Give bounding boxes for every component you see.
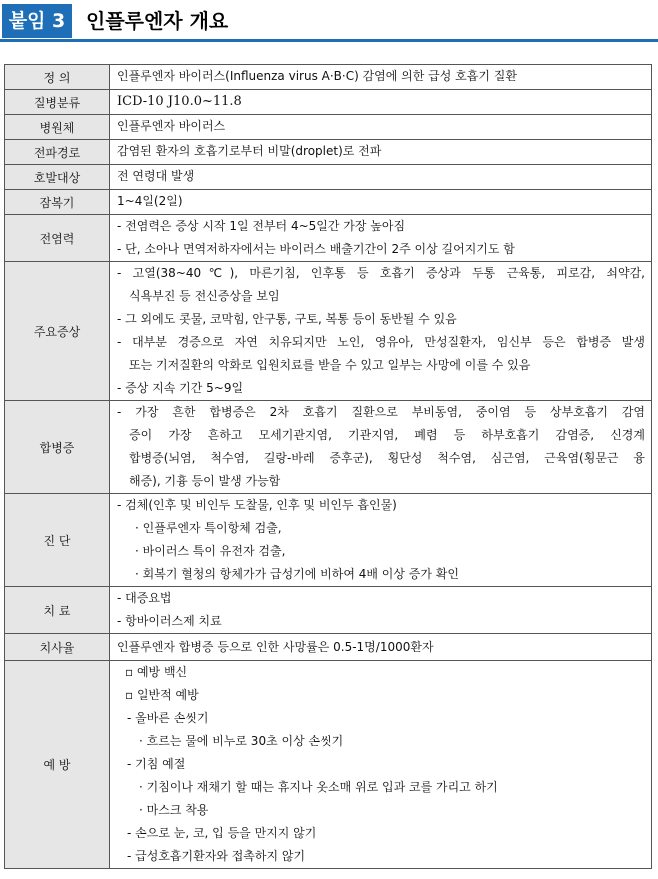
prevention-line: · 흐르는 물에 비누로 30초 이상 손씻기 bbox=[139, 734, 344, 748]
row-transmission bbox=[5, 140, 652, 165]
label-definition: 정 의 bbox=[5, 65, 110, 90]
row-definition bbox=[5, 65, 652, 90]
label-pathogen: 병원체 bbox=[5, 115, 110, 140]
prevention-line: - 손으로 눈, 코, 입 등을 만지지 않기 bbox=[127, 826, 317, 840]
header-divider bbox=[0, 39, 658, 42]
label-symptoms: 주요증상 bbox=[5, 262, 110, 401]
attachment-badge: 붙임 3 bbox=[2, 4, 72, 38]
row-classification bbox=[5, 90, 652, 115]
label-classification: 질병분류 bbox=[5, 90, 110, 115]
diagnosis-line: · 회복기 혈청의 항체가가 급성기에 비하여 4배 이상 증가 확인 bbox=[135, 567, 459, 581]
prevention-line: · 마스크 착용 bbox=[139, 803, 209, 817]
complications-line: 해증), 기흉 등이 발생 가능함 bbox=[129, 474, 281, 488]
value-pathogen: 인플루엔자 바이러스 bbox=[117, 119, 226, 133]
row-complications bbox=[5, 401, 652, 494]
row-treatment bbox=[5, 587, 652, 634]
symptoms-line: 식욕부진 등 전신증상을 보임 bbox=[129, 289, 280, 303]
label-infectivity: 전염력 bbox=[5, 215, 110, 262]
label-transmission: 전파경로 bbox=[5, 140, 110, 165]
prevention-line: - 급성호흡기환자와 접촉하지 않기 bbox=[127, 849, 306, 863]
row-mortality bbox=[5, 634, 652, 661]
symptoms-line: - 대부분 경증으로 자연 치유되지만 노인, 영유아, 만성질환자, 임신부 등은 합병증 발생 bbox=[117, 335, 645, 349]
label-complications: 합병증 bbox=[5, 401, 110, 494]
row-prevention bbox=[5, 661, 652, 869]
complications-line: - 가장 흔한 합병증은 2차 호흡기 질환으로 부비동염, 중이염 등 상부호흡기 감염 bbox=[117, 405, 645, 419]
prevention-line: · 기침이나 재채기 할 때는 휴지나 옷소매 위로 입과 코를 가리고 하기 bbox=[139, 780, 498, 794]
value-incubation: 1~4일(2일) bbox=[117, 194, 183, 208]
row-diagnosis bbox=[5, 494, 652, 587]
prevention-line: ▫ 예방 백신 bbox=[125, 665, 188, 679]
symptoms-line: - 증상 지속 기간 5~9일 bbox=[117, 381, 244, 395]
diagnosis-line: - 검체(인후 및 비인두 도찰물, 인후 및 비인두 흡인물) bbox=[117, 498, 397, 512]
prevention-line: ▫ 일반적 예방 bbox=[125, 688, 199, 702]
label-prevention: 예 방 bbox=[5, 661, 110, 869]
treatment-line: - 대증요법 bbox=[117, 591, 172, 605]
label-incubation: 잠복기 bbox=[5, 190, 110, 215]
symptoms-line: - 고열(38~40℃), 마른기침, 인후통 등 호흡기 증상과 두통 근육통, 피로감, 쇠약감, bbox=[117, 266, 645, 280]
complications-line: 합병증(뇌염, 척수염, 길랑-바레 증후군), 횡단성 척수염, 심근염, 근육염(횡문근 융 bbox=[129, 451, 645, 465]
row-incubation bbox=[5, 190, 652, 215]
symptoms-line: 또는 기저질환의 악화로 입원치료를 받을 수 있고 일부는 사망에 이를 수 있음 bbox=[129, 358, 531, 372]
value-classification: ICD-10 J10.0~11.8 bbox=[117, 94, 242, 109]
prevention-line: - 올바른 손씻기 bbox=[127, 711, 209, 725]
page-title: 인플루엔자 개요 bbox=[86, 9, 229, 33]
overview-table bbox=[4, 64, 652, 869]
value-transmission: 감염된 환자의 호흡기로부터 비말(droplet)로 전파 bbox=[117, 144, 382, 158]
complications-line: 증이 가장 흔하고 모세기관지염, 기관지염, 폐렴 등 하부호흡기 감염증, 신경계 bbox=[129, 428, 645, 442]
treatment-line: - 항바이러스제 치료 bbox=[117, 614, 222, 628]
infectivity-line: - 전염력은 증상 시작 1일 전부터 4~5일간 가장 높아짐 bbox=[117, 219, 406, 233]
row-pathogen bbox=[5, 115, 652, 140]
header bbox=[0, 0, 658, 44]
row-infectivity bbox=[5, 215, 652, 262]
diagnosis-line: · 인플루엔자 특이항체 검출, bbox=[135, 521, 282, 535]
symptoms-line: - 그 외에도 콧물, 코막힘, 안구통, 구토, 복통 등이 동반될 수 있음 bbox=[117, 312, 457, 326]
row-symptoms bbox=[5, 262, 652, 401]
row-target bbox=[5, 165, 652, 190]
label-diagnosis: 진 단 bbox=[5, 494, 110, 587]
value-definition: 인플루엔자 바이러스(Influenza virus A·B·C) 감염에 의한 급성 호흡기 질환 bbox=[117, 69, 517, 83]
diagnosis-line: · 바이러스 특이 유전자 검출, bbox=[135, 544, 286, 558]
value-mortality: 인플루엔자 합병증 등으로 인한 사망률은 0.5-1명/1000환자 bbox=[117, 640, 434, 654]
prevention-line: - 기침 예절 bbox=[127, 757, 186, 771]
value-target: 전 연령대 발생 bbox=[117, 169, 195, 183]
label-mortality: 치사율 bbox=[5, 634, 110, 661]
label-target: 호발대상 bbox=[5, 165, 110, 190]
infectivity-line: - 단, 소아나 면역저하자에서는 바이러스 배출기간이 2주 이상 길어지기도 함 bbox=[117, 242, 515, 256]
label-treatment: 치 료 bbox=[5, 587, 110, 634]
